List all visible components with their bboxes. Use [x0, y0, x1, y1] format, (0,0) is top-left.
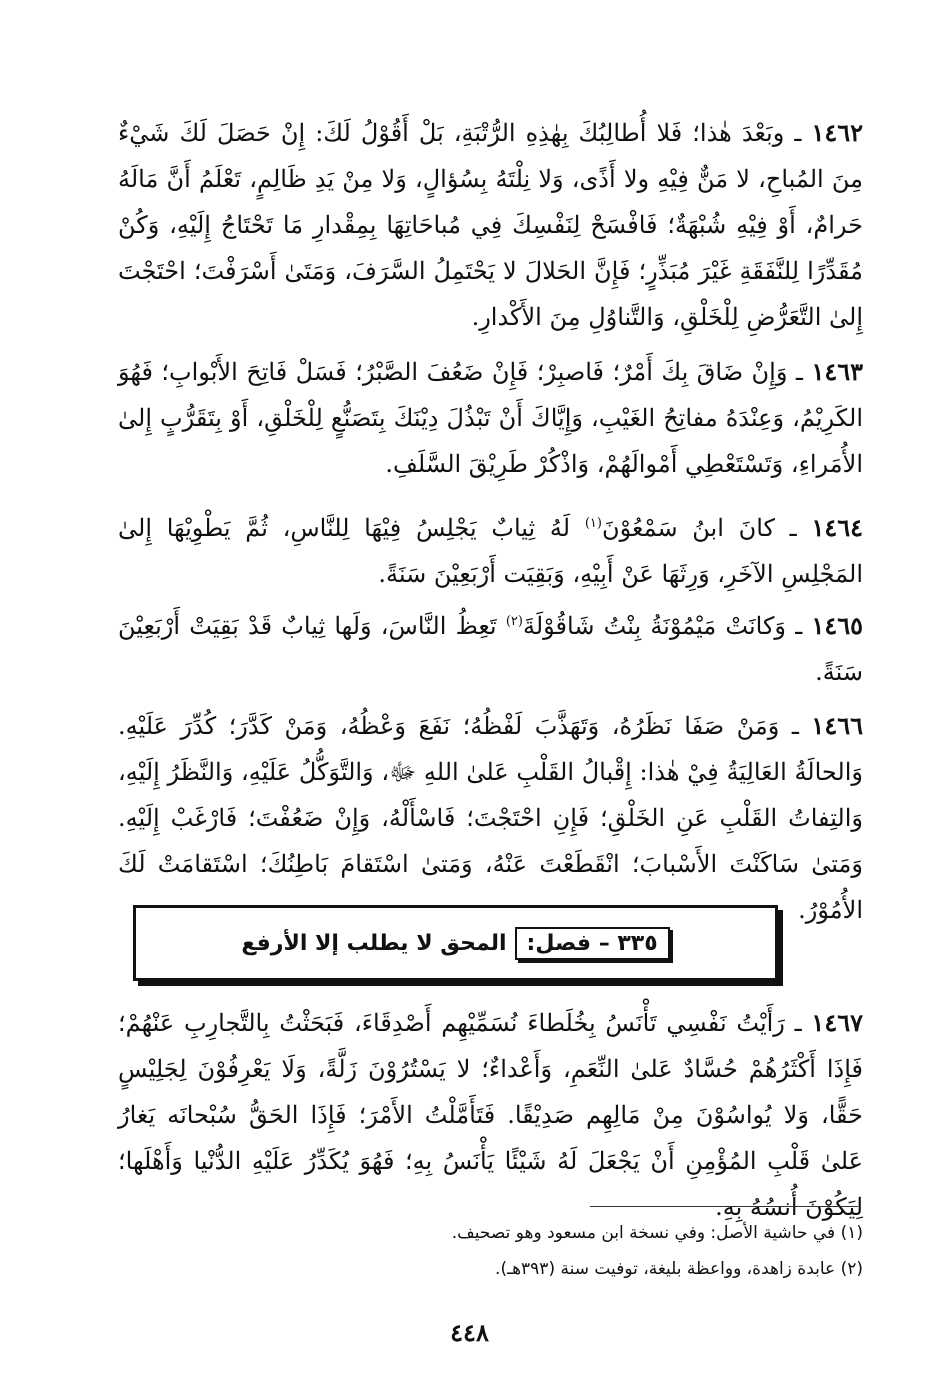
footnote-1: (١) في حاشية الأصل: وفي نسخة ابن مسعود وهو تصحيف. [451, 1223, 863, 1243]
paragraph-1463 [118, 349, 863, 487]
paragraph-1462 [118, 110, 863, 340]
paragraph-text: ـ وبَعْدَ هٰذا؛ فَلا أُطالِبُكَ بِهٰذِهِ الرُّتْبَةِ، بَلْ أَقُوْلُ لَكَ: إِنْ حَصَلَ لَكَ شَيْءٌ مِنَ المُباحِ، لا مَنٌّ فِيْهِ ولا أَذًى، وَلا نِلْتَهُ بِسُؤالٍ، وَلا مِنْ يَدِ ظَالِمٍ، تَعْلَمُ أَنَّ مَالَهُ حَرامٌ، أَوْ فِيْهِ شُبْهَةٌ؛ فَافْسَحْ لِنَفْسِكَ فِي مُباحَاتِهَا بِمِقْدارِ مَا تَحْتَاجُ إِلَيْهِ، وَكُنْ مُقَدِّرًا لِلنَّفَقَةِ غَيْرَ مُبَذِّرٍ؛ فَإِنَّ الحَلالَ لا يَحْتَمِلُ السَّرَفَ، وَمَتَىٰ أَسْرَفْتَ؛ احْتَجْتَ إِلىٰ التَّعَرُّضِ لِلْخَلْقِ، وَالتَّناوُلِ مِنَ الأَكْدارِ. [118, 119, 863, 331]
section-label: ٣٣٥ – فصل: [515, 927, 670, 960]
footnote-ref: (١) [584, 516, 602, 531]
paragraph-text: ـ وَمَنْ صَفَا نَظَرُهُ، وَتَهَذَّبَ لَفْظُهُ؛ نَفَعَ وَعْظُهُ، وَمَنْ كَدَّرَ؛ كُدِّرَ عَلَيْهِ. وَالحالَةُ العَالِيَةُ فِيْ هٰذا: إِقْبالُ القَلْبِ عَلىٰ اللهِ ﷻ، وَالتَّوَكُّلُ عَلَيْهِ، وَالنَّظَرُ إِلَيْهِ، وَالتِفاتُ القَلْبِ عَنِ الخَلْقِ؛ فَإِنِ احْتَجْتَ؛ فَاسْأَلْهُ، وَإِنْ ضَعُفْتَ؛ فَارْغَبْ إِلَيْهِ. وَمَتىٰ سَاكَنْتَ الأَسْبابَ؛ انْقَطَعْتَ عَنْهُ، وَمَتىٰ اسْتَقامَ بَاطِنُكَ؛ اسْتَقامَتْ لَكَ الأُمُوْرُ. [118, 712, 863, 924]
paragraph-number: ١٤٦٢ [811, 118, 863, 147]
paragraph-number: ١٤٦٣ [811, 357, 863, 386]
footnote-ref: (٢) [505, 614, 523, 629]
paragraph-text: لَهُ ثِيابٌ يَجْلِسُ فِيْهَا لِلنَّاسِ، ثُمَّ يَطْوِيْهَا إِلىٰ المَجْلِسِ الآخَرِ، وَرِثَهَا عَنْ أَبِيْهِ، وَبَقِيَت أَرْبَعِيْنَ سَنَةً. [118, 514, 863, 588]
paragraph-text: تَعِظُ النَّاسَ، وَلَها ثِيابٌ قَدْ بَقِيَتْ أَرْبَعِيْنَ سَنَةً. [118, 612, 863, 686]
paragraph-number: ١٤٦٥ [811, 611, 863, 640]
footnote-2: (٢) عابدة زاهدة، وواعظة بليغة، توفيت سنة (٣٩٣هـ). [495, 1259, 863, 1279]
paragraph-text: ـ رَأَيْتُ نَفْسِي تَأْنَسُ بِخُلَطاءَ نُسَمِّيْهِم أَصْدِقَاءَ، فَبَحَثْتُ بِالتَّجارِبِ عَنْهُمْ؛ فَإِذَا أَكْثَرُهُمْ حُسَّادٌ عَلىٰ النِّعَمِ، وَأَعْداءٌ؛ لا يَسْتُرُوْنَ زَلَّةً، وَلَا يَعْرِفُوْنَ لِجَلِيْسٍ حَقًّا، وَلا يُواسُوْنَ مِنْ مَالِهِم صَدِيْقًا. فَتَأَمَّلْتُ الأَمْرَ؛ فَإِذَا الحَقُّ سُبْحانَه يَغارُ عَلىٰ قَلْبِ المُؤْمِنِ أَنْ يَجْعَلَ لَهُ شَيْئًا يَأْنَسُ بِهِ؛ فَهُوَ يُكَدِّرُ عَلَيْهِ الدُّنْيا وَأَهْلَها؛ لِيَكُوْنَ أُنسُهُ بِهِ. [118, 1009, 863, 1221]
paragraph-number: ١٤٦٤ [811, 513, 863, 542]
page-number: ٤٤٨ [450, 1318, 489, 1347]
paragraph-text: ـ وَكانَتْ مَيْمُوْنَةُ بِنْتُ شَاقُوْلَةَ [522, 612, 803, 640]
section-title: المحق لا يطلب إلا الأرفع [241, 930, 507, 956]
paragraph-1466 [118, 703, 863, 933]
paragraph-1464 [118, 505, 863, 597]
paragraph-1467 [118, 1000, 863, 1230]
section-heading [133, 905, 778, 981]
paragraph-text: ـ وَإِنْ ضَاقَ بِكَ أَمْرٌ؛ فَاصبِرْ؛ فَإِنْ ضَعُفَ الصَّبْرُ؛ فَسَلْ فَاتِحَ الأَبْوابِ؛ فَهُوَ الكَرِيْمُ، وَعِنْدَهُ مفاتِحُ الغَيْبِ، وَإِيَّاكَ أَنْ تَبْذُلَ دِيْنَكَ بِتَصَنُّعٍ لِلْخَلْقِ، أَوْ بِتَقَرُّبٍ إِلىٰ الأُمَراءِ، وَتَسْتَعْطِي أَمْوالَهُمْ، وَاذْكُرْ طَرِيْقَ السَّلَفِ. [118, 358, 863, 478]
paragraph-1465 [118, 603, 863, 695]
paragraph-number: ١٤٦٧ [811, 1008, 863, 1037]
paragraph-number: ١٤٦٦ [811, 711, 863, 740]
footnote-divider [590, 1206, 858, 1207]
paragraph-text: ـ كانَ ابنُ سَمْعُوْنَ [601, 514, 797, 542]
